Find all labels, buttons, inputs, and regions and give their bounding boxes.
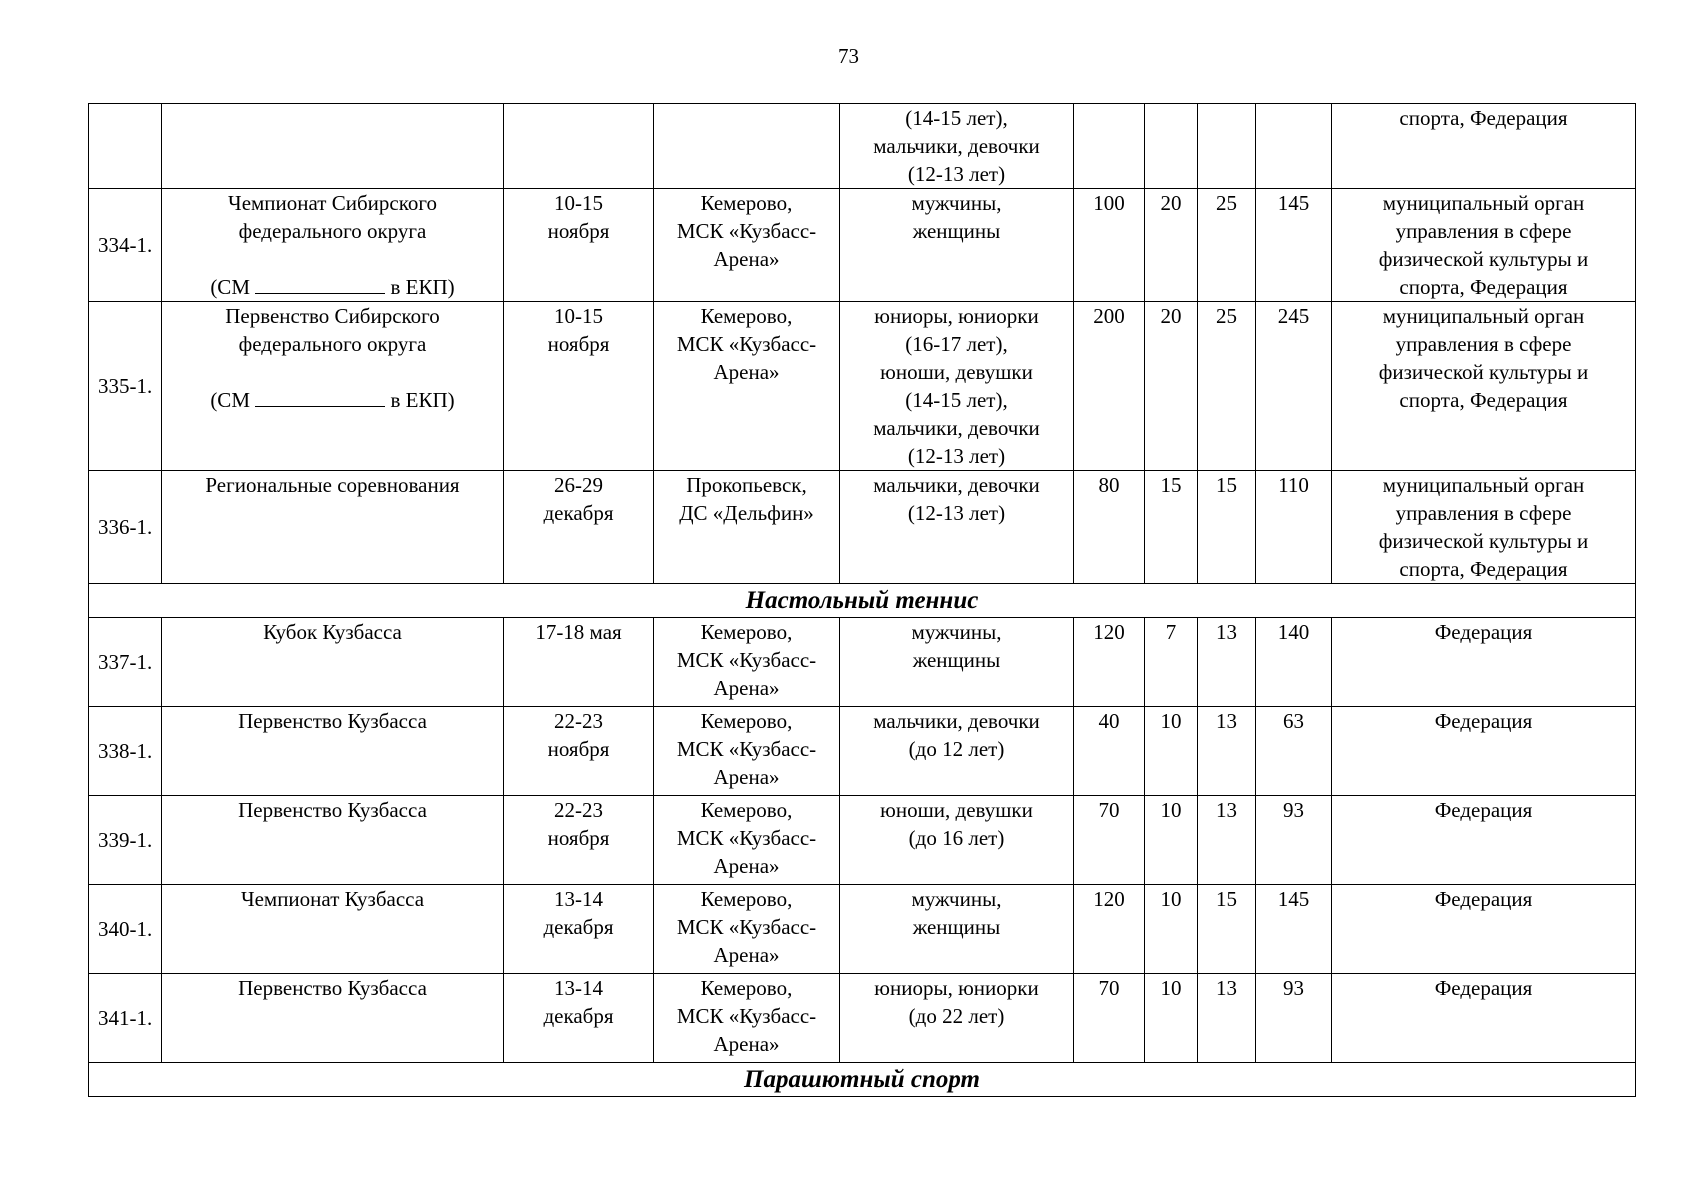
text-line: спорта, Федерация [1399,275,1568,299]
event-name-cell [162,471,504,584]
text-line: Кемерово, [700,887,793,911]
row-number-cell: 338-1. [89,707,162,796]
text-line: Арена» [713,943,780,967]
total-count-cell [1256,104,1332,189]
text-line: Арена» [713,765,780,789]
organizer-cell [1332,471,1636,584]
text-line: (до 22 лет) [908,1004,1005,1028]
text-line: 22-23 [554,798,603,822]
text-line: мужчины, [911,887,1002,911]
organizer-cell [1332,796,1636,885]
text-line: Кемерово, [700,191,793,215]
table-row [89,104,1636,189]
text-line: юниоры, юниорки [874,976,1039,1000]
section-title: Настольный теннис [89,584,1636,618]
text-line: декабря [543,915,614,939]
venue-cell [654,707,840,796]
text-line: спорта, Федерация [1399,106,1568,130]
text-line: ДС «Дельфин» [679,501,814,525]
row-number-cell: 341-1. [89,974,162,1063]
text-line: управления в сфере [1395,219,1572,243]
participants-cell [840,104,1074,189]
organizer-cell [1332,618,1636,707]
text-line: Чемпионат Сибирского [228,191,437,215]
officials-count-cell: 20 [1145,189,1198,302]
organizer-cell [1332,974,1636,1063]
dates-cell [504,104,654,189]
officials-count-cell: 7 [1145,618,1198,707]
text-line: Федерация [1434,976,1533,1000]
judges-count-cell: 25 [1198,302,1256,471]
venue-cell [654,796,840,885]
text-line: декабря [543,1004,614,1028]
table-row [89,189,1636,302]
text-line: Кемерово, [700,709,793,733]
dates-cell [504,974,654,1063]
total-count-cell: 110 [1256,471,1332,584]
participants-count-cell: 40 [1074,707,1145,796]
row-number-cell: 334-1. [89,189,162,302]
text-line: Федерация [1434,620,1533,644]
participants-count-cell: 120 [1074,618,1145,707]
table-row [89,302,1636,471]
text-line: (16-17 лет), [905,332,1008,356]
event-name-cell [162,189,504,302]
row-number-cell: 340-1. [89,885,162,974]
section-title: Парашютный спорт [89,1063,1636,1097]
text-line: ноября [547,737,610,761]
text-line: спорта, Федерация [1399,388,1568,412]
classification-suffix: в ЕКП) [390,388,455,412]
organizer-cell [1332,707,1636,796]
officials-count-cell: 10 [1145,885,1198,974]
organizer-cell [1332,302,1636,471]
text-line: МСК «Кузбасс- [676,219,817,243]
text-line: 10-15 [554,191,603,215]
judges-count-cell: 13 [1198,796,1256,885]
text-line: физической культуры и [1378,247,1589,271]
row-number-cell: 336-1. [89,471,162,584]
dates-cell [504,618,654,707]
text-line: Кубок Кузбасса [263,620,402,644]
text-line: Арена» [713,676,780,700]
events-table [88,103,1636,1097]
classification-prefix: (СМ [210,275,250,299]
table-row [89,796,1636,885]
text-line: мальчики, девочки [873,416,1040,440]
table-row [89,885,1636,974]
text-line: мальчики, девочки [873,709,1040,733]
participants-cell [840,618,1074,707]
classification-suffix: в ЕКП) [390,275,455,299]
text-line: женщины [912,648,1001,672]
dates-cell [504,707,654,796]
text-line: (до 12 лет) [908,737,1005,761]
judges-count-cell: 13 [1198,974,1256,1063]
judges-count-cell: 15 [1198,885,1256,974]
venue-cell [654,189,840,302]
venue-cell [654,618,840,707]
venue-cell [654,471,840,584]
participants-cell [840,189,1074,302]
text-line: 22-23 [554,709,603,733]
participants-cell [840,302,1074,471]
text-line: ноября [547,219,610,243]
section-header-row [89,584,1636,618]
text-line: Арена» [713,247,780,271]
venue-cell [654,302,840,471]
total-count-cell: 145 [1256,885,1332,974]
officials-count-cell: 20 [1145,302,1198,471]
text-line: ноября [547,826,610,850]
venue-cell [654,104,840,189]
text-line: мальчики, девочки [873,473,1040,497]
dates-cell [504,471,654,584]
text-line: Кемерово, [700,304,793,328]
table-row [89,471,1636,584]
text-line: (12-13 лет) [907,444,1006,468]
row-number-cell: 337-1. [89,618,162,707]
text-line: федерального округа [238,332,427,356]
text-line: Региональные соревнования [205,473,460,497]
participants-count-cell: 200 [1074,302,1145,471]
text-line: ноября [547,332,610,356]
event-name-cell [162,885,504,974]
row-number-cell: 335-1. [89,302,162,471]
participants-count-cell: 100 [1074,189,1145,302]
text-line: МСК «Кузбасс- [676,826,817,850]
total-count-cell: 145 [1256,189,1332,302]
table-row [89,707,1636,796]
text-line: женщины [912,219,1001,243]
event-name-cell [162,707,504,796]
text-line: Арена» [713,360,780,384]
text-line: мужчины, [911,620,1002,644]
officials-count-cell: 15 [1145,471,1198,584]
text-line: 26-29 [554,473,603,497]
event-name-cell [162,618,504,707]
participants-count-cell: 80 [1074,471,1145,584]
text-line: МСК «Кузбасс- [676,648,817,672]
text-line: (до 16 лет) [908,826,1005,850]
text-line: Первенство Сибирского [225,304,440,328]
text-line: физической культуры и [1378,360,1589,384]
text-line: Кемерово, [700,976,793,1000]
text-line: 13-14 [554,887,603,911]
venue-cell [654,885,840,974]
text-line: (12-13 лет) [907,162,1006,186]
text-line: Первенство Кузбасса [238,709,427,733]
organizer-cell [1332,189,1636,302]
venue-cell [654,974,840,1063]
text-line: Первенство Кузбасса [238,798,427,822]
organizer-cell [1332,104,1636,189]
judges-count-cell: 13 [1198,707,1256,796]
event-name-cell [162,796,504,885]
text-line: Арена» [713,854,780,878]
row-number-cell: 339-1. [89,796,162,885]
classification-line [165,386,500,414]
officials-count-cell: 10 [1145,974,1198,1063]
dates-cell [504,796,654,885]
participants-count-cell: 70 [1074,796,1145,885]
text-line: Кемерово, [700,798,793,822]
text-line: Первенство Кузбасса [238,976,427,1000]
fill-in-blank [255,386,385,407]
event-name-cell [162,104,504,189]
text-line: юноши, девушки [880,360,1033,384]
text-line: МСК «Кузбасс- [676,332,817,356]
text-line: 10-15 [554,304,603,328]
blank-line [165,358,500,386]
total-count-cell: 93 [1256,796,1332,885]
total-count-cell: 245 [1256,302,1332,471]
total-count-cell: 93 [1256,974,1332,1063]
dates-cell [504,885,654,974]
text-line: Кемерово, [700,620,793,644]
text-line: управления в сфере [1395,501,1572,525]
text-line: Федерация [1434,887,1533,911]
text-line: МСК «Кузбасс- [676,1004,817,1028]
text-line: муниципальный орган [1382,473,1585,497]
text-line: 17-18 мая [535,620,622,644]
text-line: Прокопьевск, [686,473,807,497]
text-line: федерального округа [238,219,427,243]
text-line: управления в сфере [1395,332,1572,356]
table-row [89,618,1636,707]
participants-count-cell [1074,104,1145,189]
text-line: спорта, Федерация [1399,557,1568,581]
classification-prefix: (СМ [210,388,250,412]
organizer-cell [1332,885,1636,974]
text-line: (12-13 лет) [907,501,1006,525]
text-line: физической культуры и [1378,529,1589,553]
text-line: мужчины, [911,191,1002,215]
participants-count-cell: 70 [1074,974,1145,1063]
participants-cell [840,796,1074,885]
blank-line [165,245,500,273]
table-row [89,974,1636,1063]
text-line: муниципальный орган [1382,304,1585,328]
text-line: муниципальный орган [1382,191,1585,215]
events-table-body [89,104,1636,1097]
text-line: Чемпионат Кузбасса [240,887,425,911]
judges-count-cell [1198,104,1256,189]
text-line: МСК «Кузбасс- [676,915,817,939]
judges-count-cell: 15 [1198,471,1256,584]
text-line: юниоры, юниорки [874,304,1039,328]
participants-cell [840,974,1074,1063]
text-line: юноши, девушки [880,798,1033,822]
section-header-row [89,1063,1636,1097]
text-line: 13-14 [554,976,603,1000]
fill-in-blank [255,273,385,294]
total-count-cell: 140 [1256,618,1332,707]
total-count-cell: 63 [1256,707,1332,796]
participants-count-cell: 120 [1074,885,1145,974]
judges-count-cell: 25 [1198,189,1256,302]
text-line: МСК «Кузбасс- [676,737,817,761]
text-line: Федерация [1434,709,1533,733]
text-line: (14-15 лет), [905,106,1008,130]
officials-count-cell [1145,104,1198,189]
row-number-cell [89,104,162,189]
text-line: Арена» [713,1032,780,1056]
judges-count-cell: 13 [1198,618,1256,707]
event-name-cell [162,974,504,1063]
text-line: Федерация [1434,798,1533,822]
text-line: женщины [912,915,1001,939]
dates-cell [504,189,654,302]
participants-cell [840,885,1074,974]
page-number: 73 [838,44,859,68]
event-name-cell [162,302,504,471]
participants-cell [840,471,1074,584]
participants-cell [840,707,1074,796]
classification-line [165,273,500,301]
dates-cell [504,302,654,471]
text-line: декабря [543,501,614,525]
text-line: мальчики, девочки [873,134,1040,158]
text-line: (14-15 лет), [905,388,1008,412]
officials-count-cell: 10 [1145,796,1198,885]
officials-count-cell: 10 [1145,707,1198,796]
